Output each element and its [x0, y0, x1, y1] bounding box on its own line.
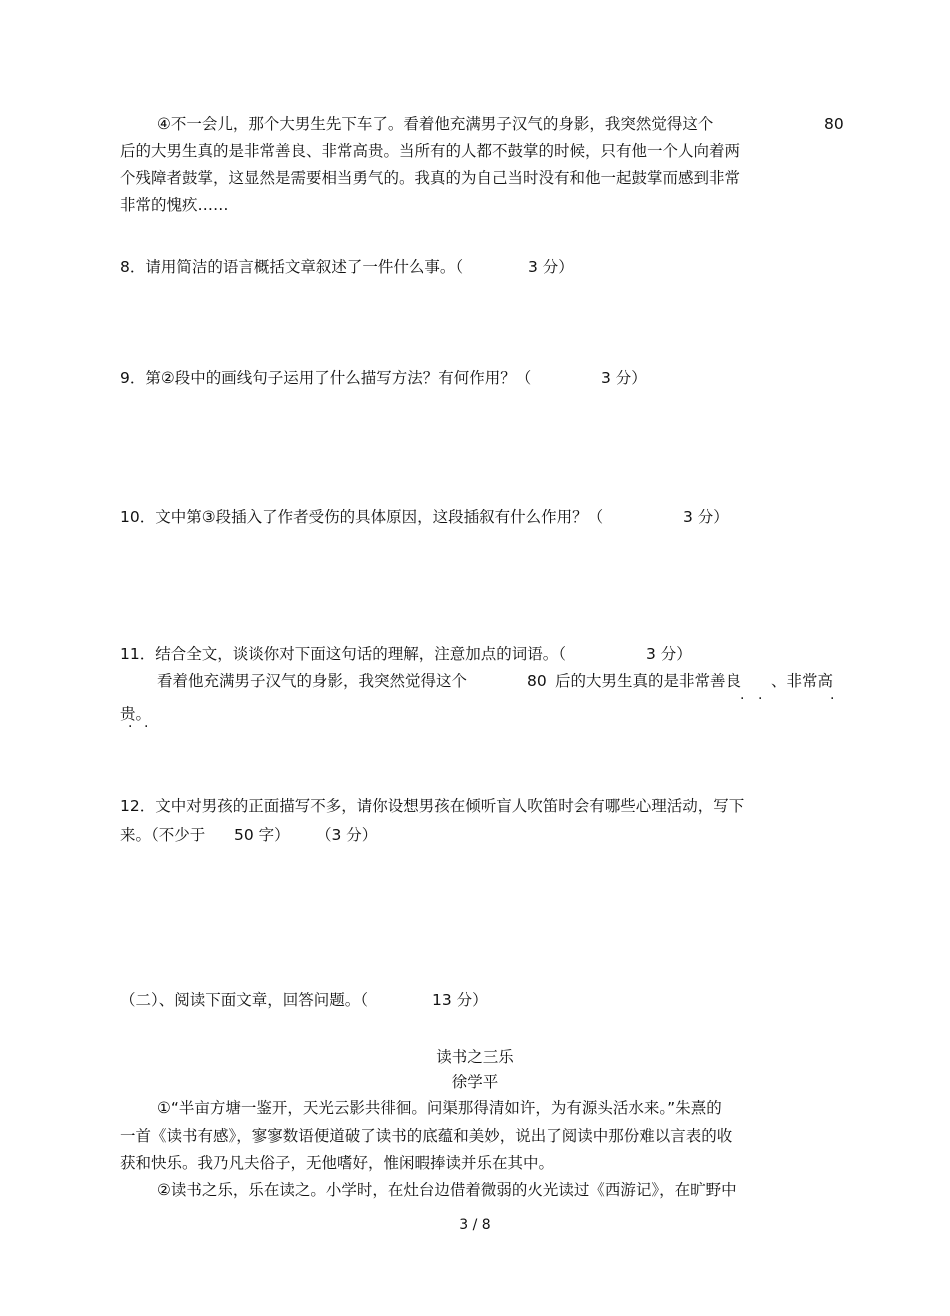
article-p2-line1: ②读书之乐，乐在读之。小学时，在灶台边借着微弱的火光读过《西游记》，在旷野中 [157, 1181, 737, 1199]
section-2-heading: （二）、阅读下面文章，回答问题。（ [120, 991, 369, 1009]
article-title: 读书之三乐 [436, 1048, 514, 1066]
para4-line4: 非常的愧疚…… [120, 196, 229, 214]
article-author: 徐学平 [451, 1073, 499, 1091]
question-11-quote-a: 看着他充满男子汉气的身影，我突然觉得这个 [157, 672, 468, 690]
question-12-line2: 来。（不少于 [120, 826, 206, 844]
section-2-score: 13 分） [432, 991, 488, 1009]
para4-line3: 个残障者鼓掌，这显然是需要相当勇气的。我真的为自己当时没有和他一起鼓掌而感到非常 [120, 169, 741, 187]
page-number: 3 / 8 [459, 1217, 491, 1233]
question-11: 11．结合全文，谈谈你对下面这句话的理解，注意加点的词语。（ [120, 645, 566, 663]
question-11-quote-number: 80 [527, 672, 547, 690]
emphasis-dot: · [830, 691, 835, 707]
question-9-score: 3 分） [601, 369, 647, 387]
question-9: 9．第②段中的画线句子运用了什么描写方法？有何作用？（ [120, 369, 532, 387]
question-12-line1: 12．文中对男孩的正面描写不多，请你设想男孩在倾听盲人吹笛时会有哪些心理活动，写下 [120, 797, 745, 815]
para4-line1: ④不一会儿，那个大男生先下车了。看着他充满男子汉气的身影，我突然觉得这个 [157, 115, 714, 133]
question-11-score: 3 分） [646, 645, 692, 663]
emphasis-dot: · [740, 691, 745, 707]
article-p1-line2: 一首《读书有感》，寥寥数语便道破了读书的底蕴和美妙，说出了阅读中那份难以言表的收 [120, 1127, 733, 1145]
question-8-score: 3 分） [528, 258, 574, 276]
emphasis-dot: · [128, 719, 133, 735]
emphasis-dot: · [758, 691, 763, 707]
question-11-quote-c: 、非常高 [771, 672, 834, 690]
question-10: 10．文中第③段插入了作者受伤的具体原因，这段插叙有什么作用？（ [120, 508, 604, 526]
question-11-quote-d: 贵。 [120, 705, 152, 723]
question-11-quote-b: 后的大男生真的是非常善良 [555, 672, 742, 690]
emphasis-dot: · [144, 719, 149, 735]
article-p1-line1: ①“半亩方塘一鉴开，天光云影共徘徊。问渠那得清如许，为有源头活水来。”朱熹的 [157, 1099, 722, 1117]
question-10-score: 3 分） [683, 508, 729, 526]
para4-line2: 后的大男生真的是非常善良、非常高贵。当所有的人都不鼓掌的时候，只有他一个人向着两 [120, 142, 741, 160]
article-p1-line3: 获和快乐。我乃凡夫俗子，无他嗜好，惟闲暇捧读并乐在其中。 [120, 1154, 555, 1172]
question-12-word-count: 50 字） [234, 826, 290, 844]
question-8: 8．请用简洁的语言概括文章叙述了一件什么事。（ [120, 258, 464, 276]
para4-number-80: 80 [824, 115, 844, 133]
question-12-score: （3 分） [316, 826, 378, 844]
